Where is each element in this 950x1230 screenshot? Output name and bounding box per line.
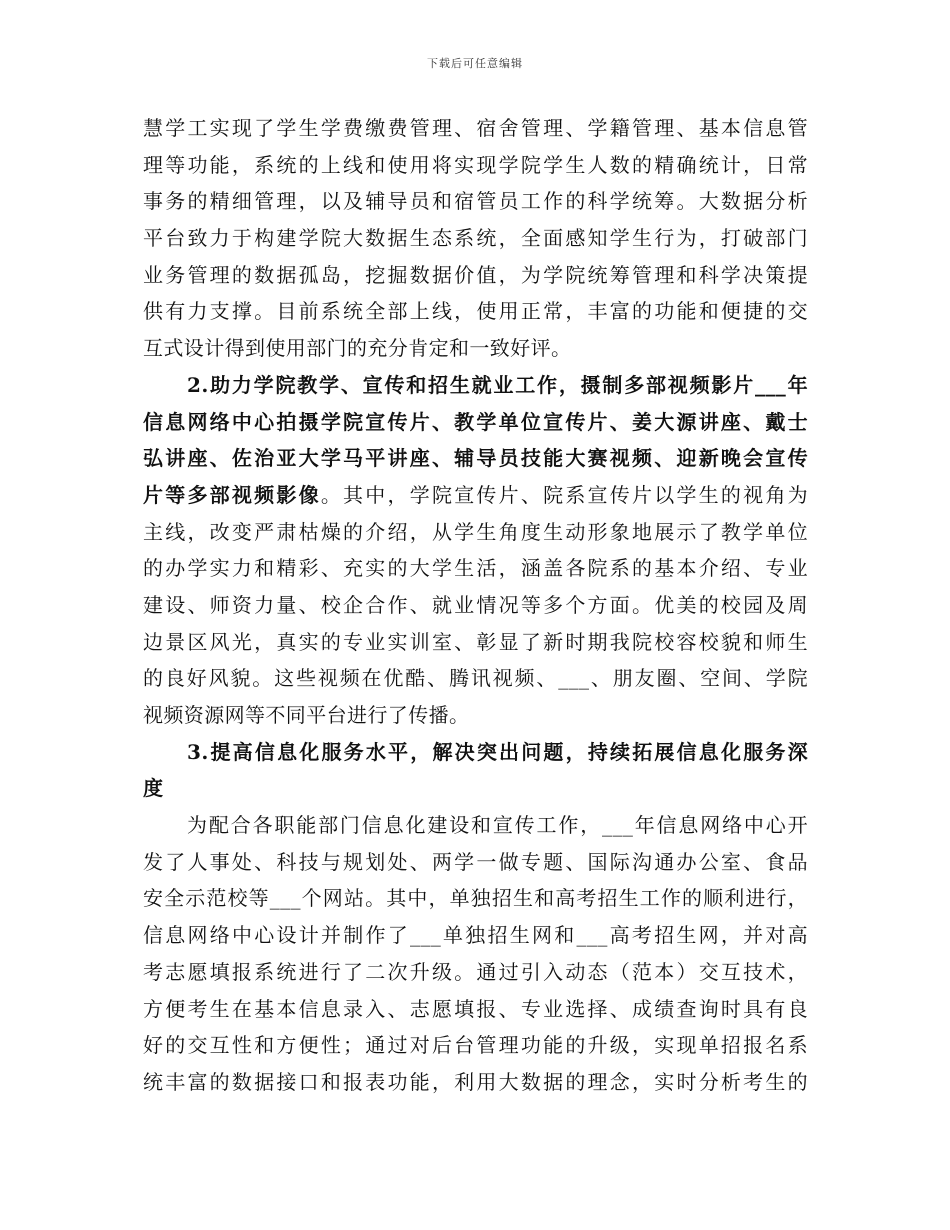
text-run: 业务管理的数据孤岛，挖掘数据价值，为学院统筹管理和科学决策提 (143, 262, 808, 287)
text-run: 主线，改变严肃枯燥的介绍，从学生角度生动形象地展示了教学单位 (143, 519, 808, 544)
text-line (143, 624, 808, 661)
document-body (143, 110, 808, 1101)
text-line (143, 257, 808, 294)
text-line (143, 293, 808, 330)
text-run: 视频资源网等不同平台进行了传播。 (143, 703, 470, 727)
text-line (143, 770, 808, 807)
text-run: 为配合各职能部门信息化建设和宣传工作，___年信息网络中心开 (187, 813, 808, 838)
text-line (143, 660, 808, 697)
text-line (143, 697, 808, 734)
text-run: 慧学工实现了学生学费缴费管理、宿舍管理、学籍管理、基本信息管 (143, 116, 808, 140)
text-run: 平台致力于构建学院大数据生态系统，全面感知学生行为，打破部门 (143, 226, 808, 251)
bold-text-run: 3.提高信息化服务水平，解决突出问题，持续拓展信息化服务深 (187, 739, 808, 764)
text-run: 方便考生在基本信息录入、志愿填报、专业选择、成绩查询时具有良 (143, 996, 808, 1021)
text-run: 边景区风光，真实的专业实训室、彰显了新时期我院校容校貌和师生 (143, 629, 808, 654)
text-line (143, 477, 808, 514)
bold-text-run: 弘讲座、佐治亚大学马平讲座、辅导员技能大赛视频、迎新晚会宣传 (143, 446, 808, 471)
text-run: 理等功能，系统的上线和使用将实现学院学生人数的精确统计，日常 (143, 152, 808, 177)
text-run: 的办学实力和精彩、充实的大学生活，涵盖各院系的基本介绍、专业 (143, 556, 808, 581)
text-line (143, 550, 808, 587)
text-line (143, 514, 808, 551)
bold-text-run: 信息网络中心拍摄学院宣传片、教学单位宣传片、姜大源讲座、戴士 (143, 409, 808, 434)
bold-text-run: 度 (143, 776, 164, 801)
text-line (143, 587, 808, 624)
text-run: 事务的精细管理，以及辅导员和宿管员工作的科学统筹。大数据分析 (143, 189, 808, 214)
text-line (143, 330, 808, 367)
text-line (143, 954, 808, 991)
text-line (143, 917, 808, 954)
text-line (143, 440, 808, 477)
text-run: 信息网络中心设计并制作了___单独招生网和___高考招生网，并对高 (143, 923, 808, 948)
text-line (143, 991, 808, 1028)
text-run: 发了人事处、科技与规划处、两学一做专题、国际沟通办公室、食品 (143, 849, 808, 874)
text-line (143, 404, 808, 441)
text-run: 的良好风貌。这些视频在优酷、腾讯视频、___、朋友圈、空间、学院 (143, 666, 808, 691)
text-run: 考志愿填报系统进行了二次升级。通过引入动态（范本）交互技术， (143, 959, 808, 984)
text-run: 好的交互性和方便性；通过对后台管理功能的升级，实现单招报名系 (143, 1033, 808, 1058)
text-line (143, 220, 808, 257)
text-run: 。其中，学院宣传片、院系宣传片以学生的视角为 (320, 482, 808, 507)
text-line (143, 1064, 808, 1101)
text-line (143, 110, 808, 147)
text-line (143, 734, 808, 771)
text-run: 安全示范校等___个网站。其中，单独招生和高考招生工作的顺利进行， (143, 886, 808, 911)
text-line (143, 183, 808, 220)
text-line (143, 844, 808, 881)
text-run: 统丰富的数据接口和报表功能，利用大数据的理念，实时分析考生的 (143, 1069, 808, 1094)
text-line (143, 147, 808, 184)
page-header-note: 下载后可任意编辑 (427, 57, 523, 70)
bold-text-run: 片等多部视频影像 (143, 482, 321, 507)
text-run: 互式设计得到使用部门的充分肯定和一致好评。 (143, 336, 572, 361)
text-run: 建设、师资力量、校企合作、就业情况等多个方面。优美的校园及周 (143, 592, 808, 617)
text-run: 供有力支撑。目前系统全部上线，使用正常，丰富的功能和便捷的交 (143, 299, 808, 324)
text-line (143, 880, 808, 917)
text-line (143, 807, 808, 844)
bold-text-run: 2.助力学院教学、宣传和招生就业工作，摄制多部视频影片___年 (187, 372, 808, 397)
text-line (143, 367, 808, 404)
text-line (143, 1027, 808, 1064)
